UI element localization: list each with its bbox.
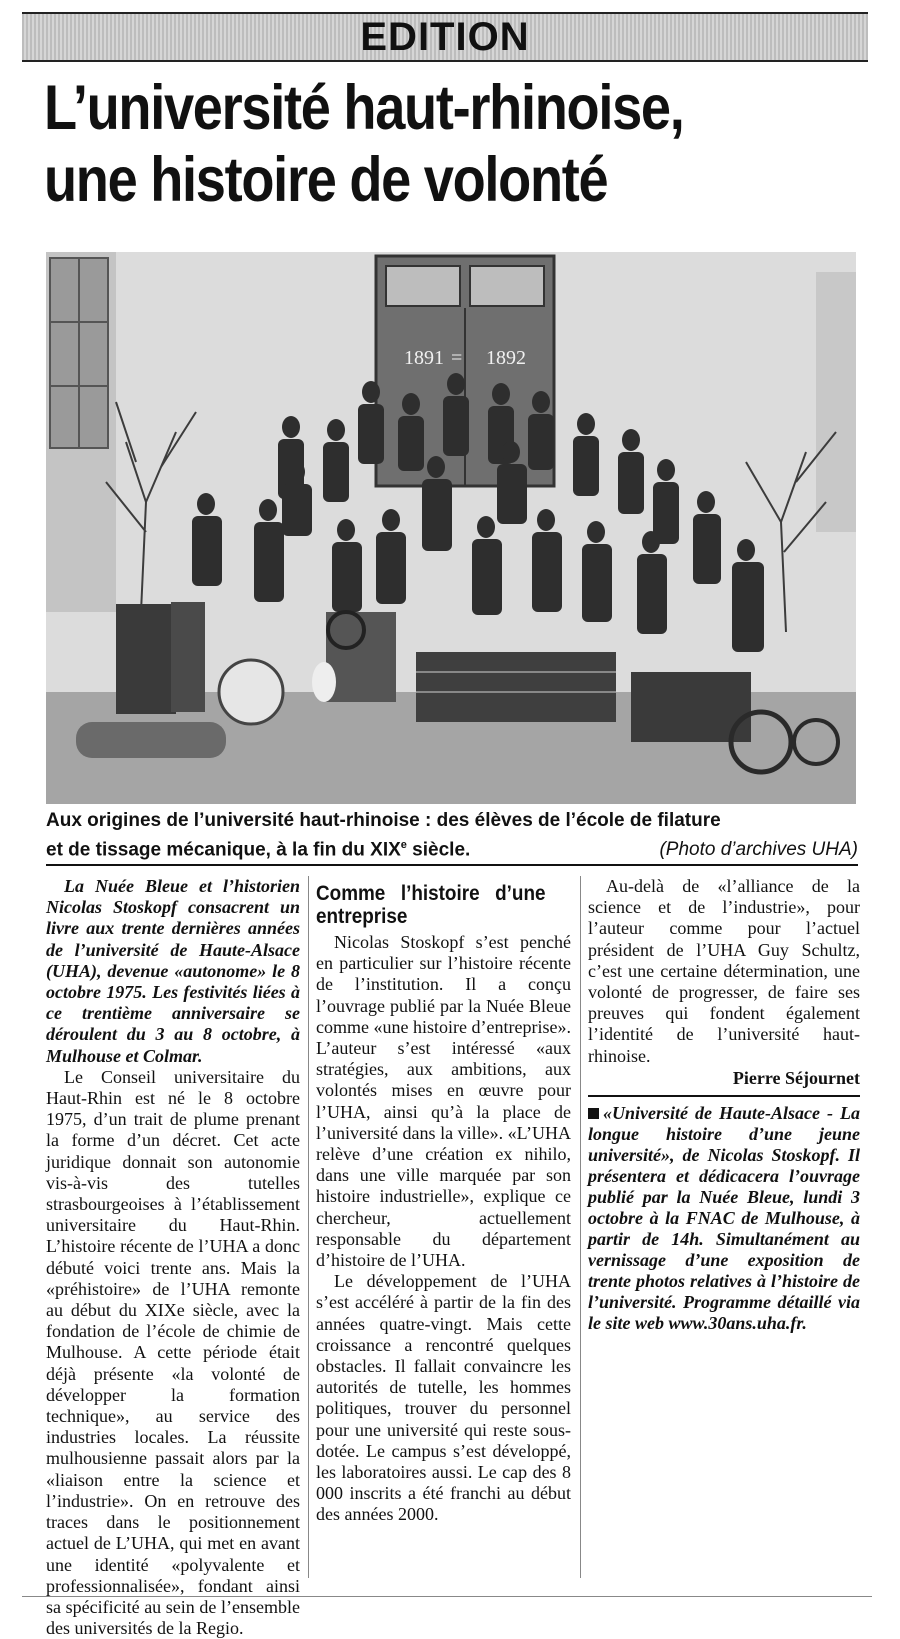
article-column-3 [588,876,860,1334]
article-column-2 [316,876,571,1526]
article-paragraph-2: Nicolas Stoskopf s’est penché en particulier sur l’histoire récente de l’institution. Il a conçu l’ouvrage publié par la Nuée Bleue comme «une histoire d’entreprise». L’auteur s’est intéressé «aux stratégies, aux ambitions, aux volontés mises en œuvre pour l’UHA, ainsi qu’à la place de l’université dans la ville». «L’UHA relève d’une création ex nihilo, dans une ville marquée par son histoire industrielle», explique ce chercheur, actuellement responsable du département d’histoire de l’UHA. [316,932,571,1271]
author-byline: Pierre Séjournet [732,1067,860,1088]
caption-line-2-end: siècle. [406,839,471,861]
article-paragraph-4: Au-delà de «l’alliance de la science et de l’industrie», pour l’auteur comme pour l’actuel président de l’UHA Guy Schultz, c’est une certaine détermination, une volonté de progresser, de faire ses preuves qui fondent également l’identité de l’université haut-rhinoise. [588,876,860,1066]
rubric-bar [22,12,868,62]
headline-line-2: une histoire de volonté [44,145,608,215]
article-paragraph-1: Le Conseil universitaire du Haut-Rhin est né le 8 octobre 1975, d’un trait de plume prenant la forme d’un décret. Cet acte juridique donnait son autonomie vis-à-vis des tutelles strasbourgeoises à l’établissement universitaire du Haut-Rhin. L’histoire récente de l’UHA a donc débuté voici trente ans. Mais la «préhistoire» de l’UHA remonte au début du XIXe siècle, avec la fondation de l’école de chimie de Mulhouse. A cette période était déjà présente «la volonté de développer la formation technique», au service des industries locales. La réussite mulhousienne passait alors par la «liaison entre la science et l’industrie». On en retrouve des traces dans le positionnement actuel de L’UHA, qui met en avant une identité «polyvalente et professionnalisée», fondant ainsi sa spécificité au sein de l’ensemble des universités de la Regio. [46,1066,300,1639]
article-column-1 [46,876,300,1639]
caption-line-2-text: et de tissage mécanique, à la fin du XIX [46,839,401,861]
article-headline [44,72,749,216]
article-lead: La Nuée Bleue et l’historien Nicolas Stoskopf consacrent un livre aux trente dernières années de l’université de Haute-Alsace (UHA), devenue «autonome» le 8 octobre 1975. Les festivités liées à ce trentième anniversaire se déroulent du 3 au 8 octobre, à Mulhouse et Colmar. [46,876,300,1066]
caption-line-1: Aux origines de l’université haut-rhinoise : des élèves de l’école de filature [46,810,721,831]
archive-group-photo [46,252,856,804]
newspaper-page [22,8,872,1639]
headline-line-1: L’université haut-rhinoise, [44,73,684,143]
photo-credit: (Photo d’archives UHA) [659,839,858,861]
door-date-separator: = [451,347,463,369]
caption-superscript: e [400,839,407,851]
bottom-rule [22,1596,872,1597]
column-separator [580,876,581,1578]
column-separator [308,876,309,1578]
door-date-left: 1891 [404,347,444,369]
infobox-text: «Université de Haute-Alsace - La longue histoire d’une jeune université», de Nicolas Stoskopf. Il présentera et dédicacera l’ouvrage publié par la Nuée Bleue, lundi 3 octobre à la FNAC de Mulhouse, à partir de 14h. Simultanément au vernissage d’une exposition de trente photos relatives à l’histoire de l’université. Programme détaillé via le site web www.30ans.uha.fr. [588,1103,860,1334]
caption-rule [46,864,858,866]
article-subhead: Comme l’histoire d’une entreprise [316,882,546,928]
photo-illustration [46,252,856,804]
bullet-square-icon [588,1108,599,1119]
photo-caption [46,808,858,862]
article-paragraph-3: Le développement de l’UHA s’est accéléré à partir de la fin des années quatre-vingt. Mais cette croissance a rencontré quelques obstacles. Il fallait convaincre les autorités de tutelle, les hommes politiques, trouver du personnel pour une université qui reste sous-dotée. Le campus s’est développé, les laboratoires aussi. Le cap des 8 000 inscrits a été franchi au début des années 2000. [316,1271,571,1525]
door-date-right: 1892 [486,347,526,369]
rubric-title: EDITION [360,15,530,59]
event-infobox [588,1095,860,1334]
